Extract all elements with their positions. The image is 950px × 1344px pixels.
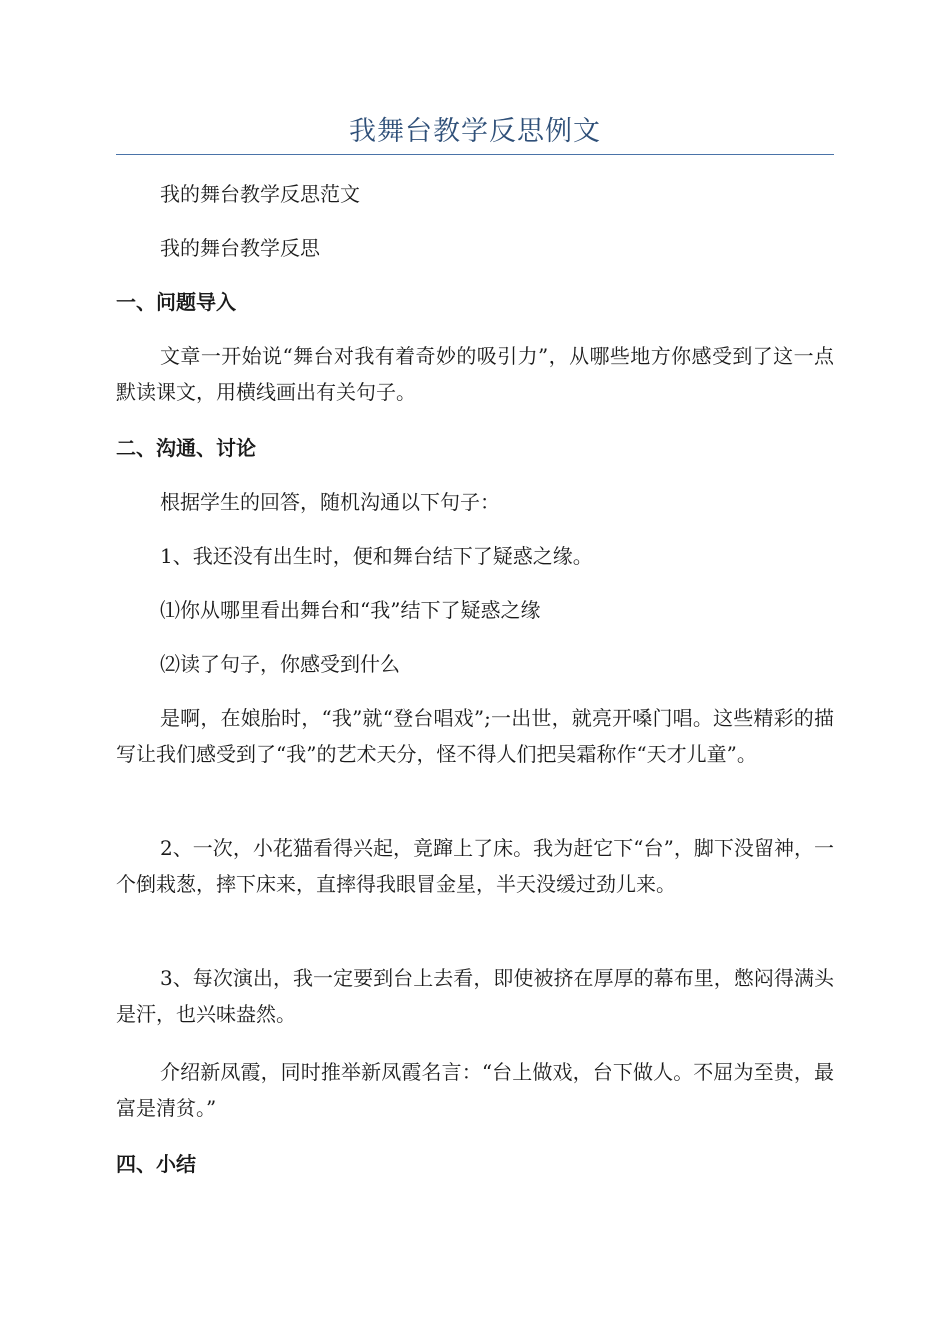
paragraph-sentence-1: 1、我还没有出生时，便和舞台结下了疑惑之缘。	[160, 544, 593, 568]
paragraph-quote: 介绍新凤霞，同时推举新凤霞名言：“台上做戏，台下做人。不屈为至贵，最富是清贫。”	[116, 1060, 834, 1120]
title-underline	[116, 154, 834, 155]
paragraph-subtitle-1: 我的舞台教学反思范文	[160, 182, 360, 206]
paragraph-subtitle-2: 我的舞台教学反思	[160, 236, 320, 260]
paragraph-question-2: ⑵读了句子，你感受到什么	[160, 652, 400, 676]
document-title: 我舞台教学反思例文	[349, 116, 601, 147]
paragraph-intro: 文章一开始说“舞台对我有着奇妙的吸引力”，从哪些地方你感受到了这一点默读课文，用横线画出有关句子。	[116, 344, 834, 404]
paragraph-discussion-lead: 根据学生的回答，随机沟通以下句子：	[160, 490, 500, 514]
paragraph-question-1: ⑴你从哪里看出舞台和“我”结下了疑惑之缘	[160, 598, 541, 622]
section-heading-2: 二、沟通、讨论	[116, 436, 256, 460]
section-heading-1: 一、问题导入	[116, 290, 236, 314]
paragraph-sentence-2: 2、一次，小花猫看得兴起，竟蹿上了床。我为赶它下“台”，脚下没留神，一个倒栽葱，摔下床来，直摔得我眼冒金星，半天没缓过劲儿来。	[116, 836, 834, 896]
paragraph-sentence-3: 3、每次演出，我一定要到台上去看，即使被挤在厚厚的幕布里，憋闷得满头是汗，也兴味盎然。	[116, 966, 834, 1026]
section-heading-4: 四、小结	[116, 1152, 196, 1176]
paragraph-talent: 是啊，在娘胎时，“我”就“登台唱戏”;一出世，就亮开嗓门唱。这些精彩的描写让我们感受到了“我”的艺术天分，怪不得人们把吴霜称作“天才儿童”。	[116, 706, 834, 766]
